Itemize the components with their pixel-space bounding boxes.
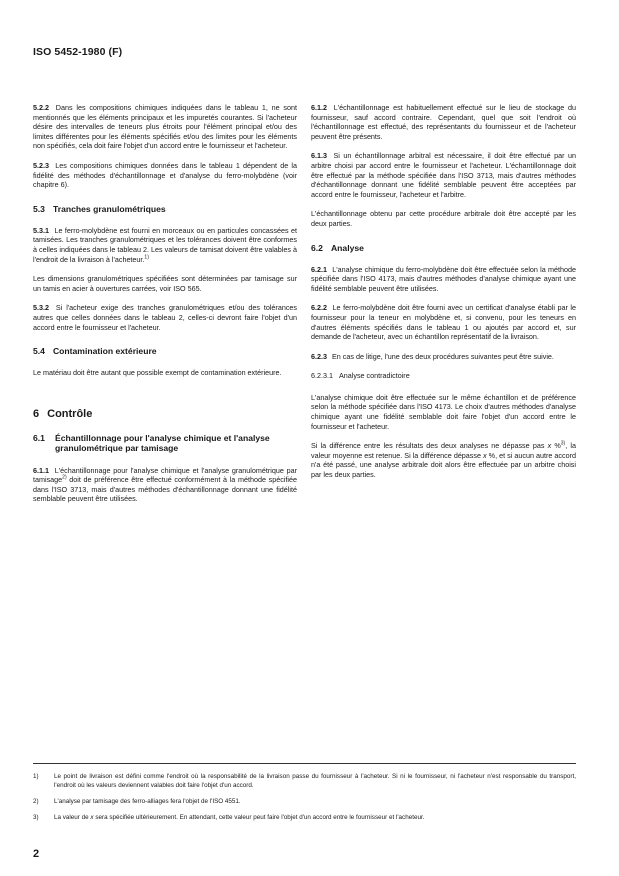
paragraph-5-2-2 <box>33 103 297 151</box>
heading-number: 6.2.3.1 <box>311 371 333 381</box>
paragraph-6-2-3-1-a: L'analyse chimique doit être effectuée sur le même échantillon et de préférence selon la méthode spécifiée dans l'ISO 4173. Le choix d'autres méthodes d'analyse chimique ayant une fidélité semblable doit faire l'objet d'un accord entre le fournisseur et l'acheteur. <box>311 392 576 431</box>
paragraph-6-2-2 <box>311 303 576 341</box>
paragraph-text: L'échantillonnage pour l'analyse chimique et l'analyse granulométrique par tamisage <box>33 465 297 485</box>
paragraph-5-3-1 <box>33 226 297 264</box>
percent-sign: % <box>551 441 561 451</box>
footnote-number: 2) <box>33 798 39 805</box>
left-column <box>33 103 297 514</box>
footnote-ref[interactable]: 1) <box>144 254 149 261</box>
clause-number: 6.1.1 <box>33 465 49 475</box>
heading-number: 6.2 <box>311 242 323 253</box>
paragraph-text: Si l'acheteur exige des tranches granulométriques et/ou des tolérances autres que celles données dans le tableau 2, celles-ci devront faire l'objet d'un accord entre le fournisseur et l'acheteur. <box>33 303 298 332</box>
clause-number: 6.2.3 <box>311 351 327 361</box>
paragraph-text-cont: doit de préférence être effectué conformément à la méthode spécifiée dans l'ISO 3713, mais d'autres méthodes d'échantillonnage donnant une fidélité semblable peuvent être utilisées. <box>33 475 297 504</box>
paragraph-text: Le ferro-molybdène doit être fourni avec un certificat d'analyse établi par le fournisseur pour la teneur en molybdène et, si convenu, pour les teneurs en d'autres éléments spécifiés dans le tableau 1 ou ajoutés par accord et, sur demande de l'acheteur, avec un échantillon représentatif de la livraison. <box>311 303 576 342</box>
right-column <box>311 103 576 490</box>
footnote-1 <box>33 772 576 790</box>
paragraph-text: L'analyse chimique du ferro-molybdène doit être effectuée selon la méthode spécifiée dans l'ISO 4173, mais d'autres méthodes d'analyse chimique ayant une fidélité semblable peuvent être utilisées. <box>311 264 576 293</box>
variable-x: x <box>547 441 552 451</box>
footnote-ref[interactable]: 3) <box>560 440 566 447</box>
footnote-text <box>54 813 576 822</box>
heading-number: 6 <box>33 407 40 420</box>
paragraph-5-4: Le matériau doit être autant que possible exempt de contamination extérieure. <box>33 368 282 378</box>
footnote-ref[interactable]: 2) <box>62 474 67 481</box>
heading-title: Échantillonnage pour l'analyse chimique et l'analyse granulométrique par tamisage <box>55 432 270 454</box>
paragraph-6-1-2 <box>311 103 576 141</box>
heading-6 <box>33 408 297 421</box>
paragraph-6-2-3 <box>311 352 576 362</box>
paragraph-text-cont: , la valeur moyenne est retenue. Si la différence dépasse <box>311 441 577 460</box>
clause-number: 5.3.1 <box>33 225 49 235</box>
variable-x: x <box>90 814 94 821</box>
document-header: ISO 5452-1980 (F) <box>33 46 123 58</box>
footnote-number: 3) <box>33 814 39 821</box>
paragraph-6-2-3-1-b <box>311 441 576 479</box>
paragraph-5-3-2 <box>33 303 297 332</box>
paragraph-5-2-3 <box>33 161 297 190</box>
footnote-divider <box>33 763 576 764</box>
clause-number: 6.1.3 <box>311 151 327 161</box>
footnote-text-a: La valeur de <box>54 814 91 821</box>
clause-number: 6.2.1 <box>311 264 327 274</box>
heading-title: Contrôle <box>47 407 93 420</box>
paragraph-text: Si un échantillonnage arbitral est nécessaire, il doit être effectué par un arbitre choisi par accord entre le fournisseur et l'acheteur. L'échantillonnage doit être effectué par la méthode spécifiée dans l'ISO 3713, mais d'autres méthodes d'échantillonnage donnant une fidélité semblable peuvent être acceptées par accord entre le fournisseur, l'acheteur et l'arbitre. <box>311 151 576 199</box>
clause-number: 6.2.2 <box>311 303 327 313</box>
paragraph-6-2-1 <box>311 265 576 294</box>
footnote-text: L'analyse par tamisage des ferro-alliages fera l'objet de l'ISO 4551. <box>54 798 241 805</box>
heading-title: Tranches granulométriques <box>52 203 166 214</box>
clause-number: 6.1.2 <box>311 103 327 112</box>
paragraph-6-1-3 <box>311 151 576 199</box>
paragraph-text: Le ferro-molybdène est fourni en morceaux ou en particules concassées et tamisées. Les tranches granulométriques et les tolérances doivent être conformes à celles indiquées dans le tableau 2. Les valeurs de tamisat doivent être valables à l'endroit de la livraison à l'acheteur. <box>33 225 298 264</box>
heading-title: Contamination extérieure <box>52 346 157 357</box>
heading-6-2 <box>311 243 576 254</box>
heading-number: 5.3 <box>33 203 45 214</box>
heading-title: Analyse contradictoire <box>338 371 410 381</box>
heading-6-2-3-1 <box>311 371 576 381</box>
heading-5-4 <box>33 346 297 357</box>
heading-title: Analyse <box>330 242 364 253</box>
paragraph-text: L'échantillonnage est habituellement effectué sur le lieu de stockage du fournisseur, sauf accord contraire. Cependant, quel que soit l'endroit où l'échantillonnage est effectué, des représentants du fournisseur et de l'acheteur peuvent être présents. <box>311 103 576 141</box>
footnotes <box>33 772 576 829</box>
paragraph-5-3-1-b: Les dimensions granulométriques spécifiées sont déterminées par tamisage sur un tamis en acier à ouvertures carrées, voir ISO 565. <box>33 274 297 293</box>
heading-5-3 <box>33 204 297 215</box>
page-number: 2 <box>33 848 40 860</box>
clause-number: 5.2.3 <box>33 160 49 170</box>
heading-number: 6.1 <box>33 432 45 443</box>
footnote-text: Le point de livraison est défini comme l'endroit où la responsabilité de la livraison passe du fournisseur à l'acheteur. Si ni le fournisseur, ni l'acheteur n'est responsable du transport, l'endroit où les valeurs deviennent valables doit faire l'objet d'un accord. <box>54 773 576 789</box>
footnote-number: 1) <box>33 773 39 780</box>
variable-x: x <box>483 450 487 460</box>
footnote-3 <box>33 813 576 822</box>
footnote-2 <box>33 797 576 806</box>
paragraph-6-1-3-b: L'échantillonnage obtenu par cette procédure arbitrale doit être accepté par les deux parties. <box>311 209 576 228</box>
heading-number: 5.4 <box>33 346 45 357</box>
clause-number: 5.3.2 <box>33 303 49 313</box>
footnote-text-b: sera spécifiée ultérieurement. En attendant, cette valeur peut faire l'objet d'un accord entre le fournisseur et l'acheteur. <box>93 814 425 821</box>
paragraph-text: Les compositions chimiques données dans le tableau 1 dépendent de la fidélité des méthodes d'échantillonnage et d'analyse du ferro-molybdène (voir chapitre 6). <box>33 160 297 190</box>
paragraph-text: En cas de litige, l'une des deux procédures suivantes peut être suivie. <box>332 351 554 361</box>
paragraph-text: Dans les compositions chimiques indiquées dans le tableau 1, ne sont mentionnés que les éléments principaux et les impuretés courantes. Si l'acheteur désire des intervalles de teneurs plus étroits pour l'élément principal et/ou des limites différentes pour les éléments spécifiés et/ou des limites pour les éléments non spécifiés, cela doit faire l'objet d'un accord entre le fournisseur et l'acheteur. <box>33 103 297 151</box>
paragraph-6-1-1 <box>33 466 297 504</box>
clause-number: 5.2.2 <box>33 103 49 112</box>
paragraph-text-end: %, et si aucun autre accord n'a été passé, une analyse arbitrale doit alors être effectuée par un arbitre choisi par les deux parties. <box>311 450 577 480</box>
paragraph-text: Si la différence entre les résultats des deux analyses ne dépasse pas <box>311 441 548 451</box>
heading-6-1 <box>33 433 297 454</box>
